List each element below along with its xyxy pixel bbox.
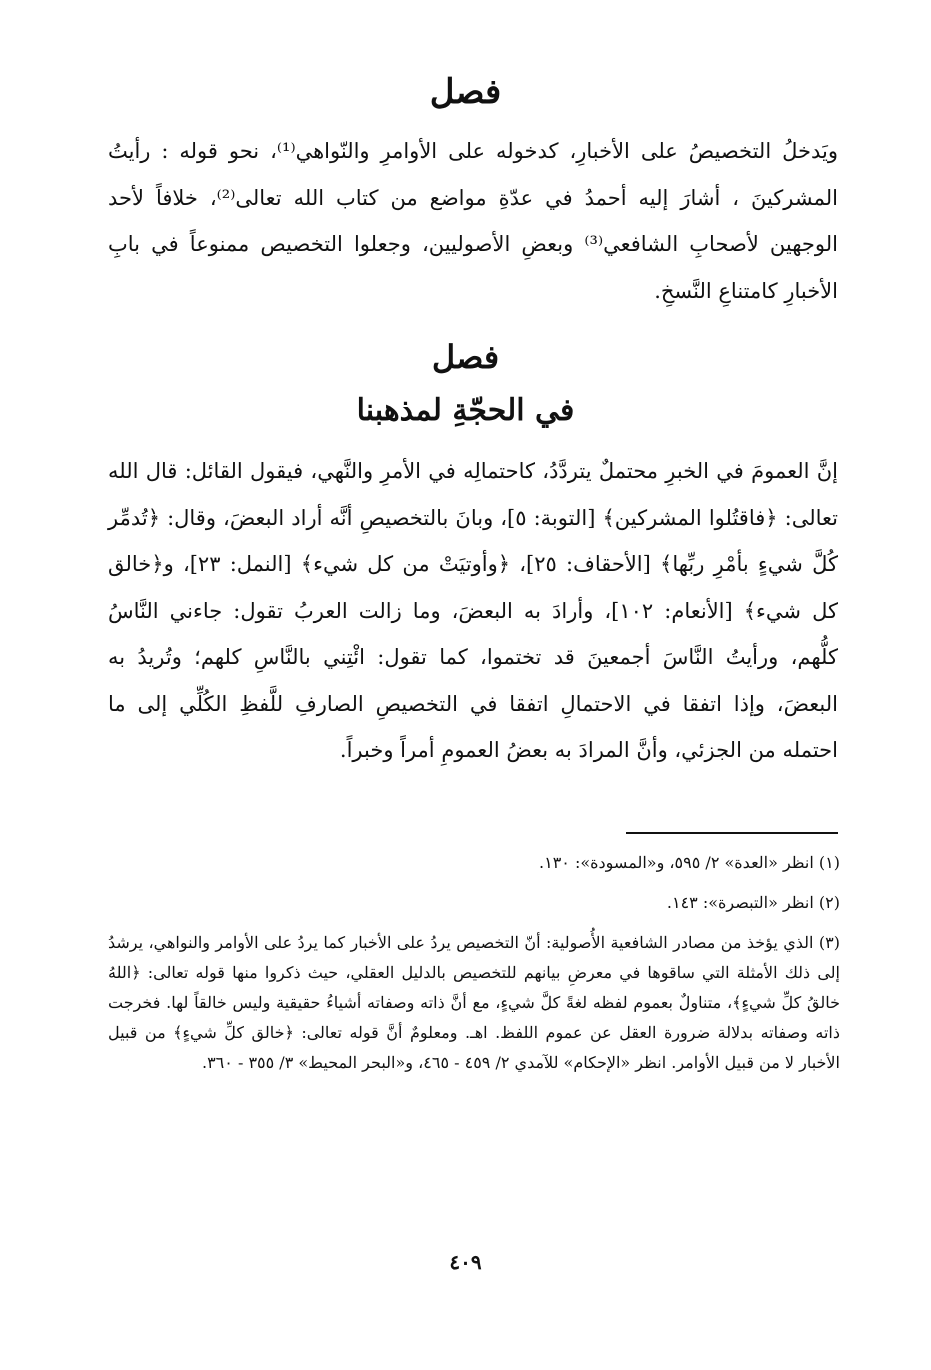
footnote-1: (١) انظر «العدة» ٢/ ٥٩٥، و«المسودة»: ١٣٠.: [539, 853, 840, 872]
page-number: ٤٠٩: [449, 1250, 482, 1274]
section-heading: فصل: [429, 72, 502, 112]
body-paragraph-2: إنَّ العمومَ في الخبرِ محتملٌ يتردَّدُ، كاحتمالِه في الأمرِ والنَّهي، فيقول القائل: قال الله تعالى: ﴿فاقتُلوا المشركين﴾ [التوبة: ٥]، وبانَ بالتخصيصِ أنَّه أراد البعضَ، وقال: ﴿تُدمِّر كُلَّ شيءٍ بأمْرِ ربِّها﴾ [الأحقاف: ٢٥]، ﴿وأوتيَتْ من كل شيء﴾ [النمل: ٢٣]، و﴿خالق كل شيء﴾ [الأنعام: ١٠٢]، وأرادَ به البعضَ، وما زالت العربُ تقول: جاءني النَّاسُ كلُّهم، ورأيتُ النَّاسَ أجمعينَ قد تختموا، كما تقول: ائْتِني بالنَّاسِ كلهم؛ وتُريدُ به البعضَ، وإذا اتفقا في الاحتمالِ اتفقا في التخصيصِ الصارفِ للَّفظِ الكُلِّي إلى ما احتمله من الجزئي، وأنَّ المرادَ به بعضُ العمومِ أمراً وخبراً.: [108, 459, 838, 762]
body-paragraph-1: ويَدخلُ التخصيصُ على الأخبارِ، كدخوله على الأوامرِ والنّواهي⁽¹⁾، نحو قوله : رأيتُ المشركينَ ، أشارَ إليه أحمدُ في عدّةِ مواضع من كتاب الله تعالى⁽²⁾، خلافاً لأحد الوجهين لأصحابِ الشافعي⁽³⁾ وبعضِ الأصوليين، وجعلوا التخصيص ممنوعاً في بابِ الأخبارِ كامتناعِ النَّسخِ.: [108, 139, 839, 303]
footnote-divider: [626, 832, 838, 834]
footnotes-list: [108, 848, 840, 1088]
footnote-2: (٢) انظر «التبصرة»: ١٤٣.: [666, 893, 840, 912]
section-heading-2: فصل: [431, 338, 500, 376]
section-subheading: في الحجّةِ لمذهبنا: [356, 393, 575, 428]
footnote-3: (٣) الذي يؤخذ من مصادر الشافعية الأُصولية: أنّ التخصيص يردُ على الأخبار كما يردُ على الأوامر والنواهي، يرشدُ إلى ذلك الأمثلة التي ساقوها في معرضِ بيانهم للتخصيص بالدليل العقلي، حيث ذكروا منها قوله تعالى: ﴿اللهُ خالقُ كلِّ شيءٍ﴾، متناولٌ بعموم لفظه لغةً كلَّ شيءٍ، مع أنَّ ذاته وصفاته أشياءُ حقيقية وليس خالقاً لها. فخرجت ذاته وصفاته بدلالة ضرورة العقل عن عموم اللفظ. اهـ. ومعلومٌ أنَّ قوله تعالى: ﴿خالق كلِّ شيءٍ﴾ من قبيل الأخبار لا من قبيل الأوامر. انظر «الإحكام» للآمدي ٢/ ٤٥٩ - ٤٦٥، و«البحر المحيط» ٣/ ٣٥٥ - ٣٦٠.: [108, 933, 840, 1072]
